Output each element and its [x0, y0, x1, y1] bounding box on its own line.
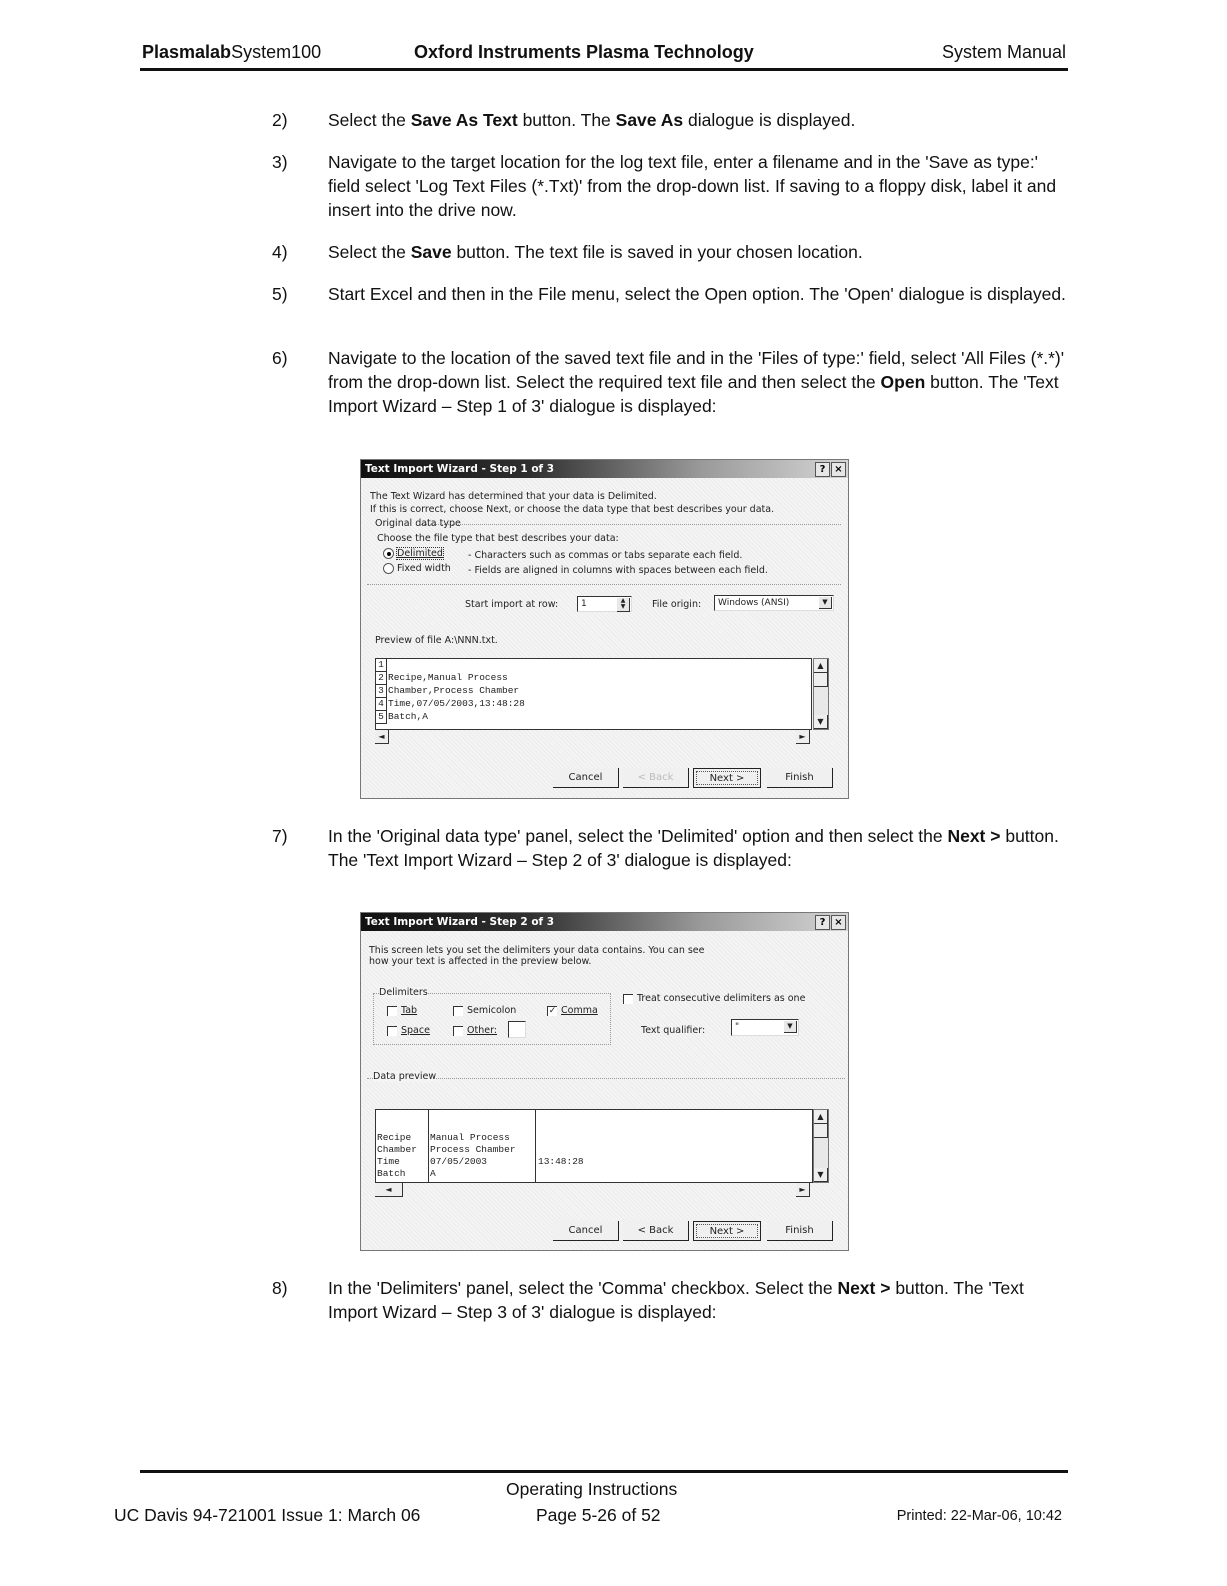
step-text: In the 'Original data type' panel, select the 'Delimited' option and then select the Next > button. The 'Text Import Wizard – Step 2 of 3' dialogue is displayed: — [328, 826, 1059, 870]
preview-label: Preview of file A:\NNN.txt. — [375, 635, 498, 646]
file-origin-dropdown[interactable] — [714, 595, 834, 611]
preview-cell: Recipe — [377, 1132, 412, 1143]
line-text: Batch,A — [388, 711, 428, 722]
radio-button-icon[interactable] — [383, 548, 394, 559]
step-text: Select the Save As Text button. The Save As dialogue is displayed. — [328, 110, 856, 130]
footer-section: Operating Instructions — [506, 1479, 678, 1499]
line-text: Recipe,Manual Process — [388, 672, 508, 683]
step-text: Navigate to the location of the saved text file and in the 'Files of type:' field, select 'All Files (*.*)' from the drop-down list. Select the required text file and then select the Open button. The 'Text Import Wizard – Step 1 of 3' dialogue is displayed: — [328, 348, 1065, 416]
checkbox-label: Tab — [401, 1005, 418, 1016]
line-number: 3 — [376, 685, 387, 698]
file-origin-value: Windows (ANSI) — [718, 598, 790, 608]
back-button[interactable]: < Back — [623, 1221, 689, 1241]
text-import-wizard-step2 — [360, 912, 849, 1251]
checkbox-icon[interactable] — [387, 1006, 397, 1016]
step-text: Navigate to the target location for the log text file, enter a filename and in the 'Save as type:' field select 'Log Text Files (*.Txt)' from the drop-down list. If saving to a floppy disk, label it and insert into the drive now. — [328, 152, 1057, 220]
checkbox-treat-consecutive[interactable] — [623, 993, 805, 1004]
scroll-thumb[interactable] — [814, 673, 828, 687]
dialog-titlebar — [361, 460, 848, 478]
text-qualifier-label: Text qualifier: — [641, 1025, 706, 1036]
product-name-rest: System100 — [231, 42, 322, 62]
text-qualifier-dropdown[interactable] — [731, 1019, 799, 1036]
column-divider — [535, 1110, 536, 1182]
group-divider — [421, 524, 841, 525]
preview-cell: A — [430, 1168, 436, 1179]
checkbox-other[interactable] — [453, 1025, 497, 1036]
line-text: Time,07/05/2003,13:48:28 — [388, 698, 525, 709]
preview-line — [376, 711, 811, 724]
footer-page-number: Page 5-26 of 52 — [536, 1505, 661, 1525]
close-button[interactable]: × — [831, 462, 846, 477]
checkbox-icon[interactable]: ✓ — [548, 1005, 557, 1016]
step-number: 7) — [272, 826, 288, 846]
checkbox-label: Treat consecutive delimiters as one — [637, 993, 806, 1004]
text-qualifier-value: " — [735, 1022, 740, 1032]
scroll-down-icon[interactable]: ▼ — [814, 715, 828, 729]
preview-line — [376, 698, 811, 711]
step-text: Start Excel and then in the File menu, select the Open option. The 'Open' dialogue is displayed. — [328, 284, 1066, 304]
checkbox-icon[interactable] — [387, 1026, 397, 1036]
step-number: 6) — [272, 348, 288, 368]
preview-cell: Chamber — [377, 1144, 417, 1155]
column-divider — [428, 1110, 429, 1182]
checkbox-semicolon[interactable] — [453, 1005, 516, 1016]
preview-cell: 07/05/2003 — [430, 1156, 488, 1167]
step-text: In the 'Delimiters' panel, select the 'Comma' checkbox. Select the Next > button. The 'Text Import Wizard – Step 3 of 3' dialogue is displayed: — [328, 1278, 1024, 1322]
dialog-title: Text Import Wizard - Step 1 of 3 — [365, 463, 555, 475]
intro-text-2: If this is correct, choose Next, or choose the data type that best describes your data. — [370, 504, 775, 515]
scroll-left-icon[interactable]: ◄ — [375, 1183, 403, 1197]
radio-button-icon[interactable] — [383, 563, 394, 574]
vertical-scrollbar[interactable] — [813, 658, 829, 730]
file-preview — [375, 658, 812, 730]
checkbox-icon[interactable] — [453, 1006, 463, 1016]
dialog-title: Text Import Wizard - Step 2 of 3 — [365, 916, 555, 928]
vertical-scrollbar[interactable] — [813, 1109, 829, 1183]
preview-cell: Manual Process — [430, 1132, 510, 1143]
scroll-up-icon[interactable]: ▲ — [814, 659, 828, 673]
product-name-bold: Plasmalab — [142, 42, 232, 62]
delimiters-group-label: Delimiters — [379, 987, 428, 998]
intro-text-1: This screen lets you set the delimiters your data contains. You can see — [369, 945, 705, 956]
start-row-label: Start import at row: — [465, 599, 559, 610]
cancel-button[interactable]: Cancel — [553, 1221, 619, 1241]
step-number: 3) — [272, 152, 288, 172]
help-button[interactable]: ? — [815, 462, 830, 477]
start-row-value: 1 — [581, 599, 587, 609]
scroll-right-icon[interactable]: ► — [796, 730, 810, 744]
choose-file-type-label: Choose the file type that best describes your data: — [377, 533, 619, 544]
radio-fixed-width[interactable] — [383, 563, 451, 574]
line-number: 1 — [376, 659, 387, 672]
line-text: Chamber,Process Chamber — [388, 685, 520, 696]
footer-doc-id: UC Davis 94-721001 Issue 1: March 06 — [114, 1505, 421, 1525]
scroll-left-icon[interactable]: ◄ — [375, 730, 389, 744]
preview-cell: 13:48:28 — [538, 1156, 584, 1167]
group-label-original-data-type: Original data type — [375, 518, 461, 529]
radio-delimited[interactable] — [383, 548, 443, 559]
step-number: 8) — [272, 1278, 288, 1298]
checkbox-space[interactable] — [387, 1025, 430, 1036]
preview-cell: Time — [377, 1156, 400, 1167]
next-button[interactable]: Next > — [693, 1221, 761, 1241]
finish-button[interactable]: Finish — [767, 768, 833, 788]
chevron-down-icon[interactable]: ▼ — [819, 597, 832, 609]
line-number: 2 — [376, 672, 387, 685]
checkbox-icon[interactable] — [453, 1026, 463, 1036]
data-preview-divider — [367, 1078, 845, 1079]
intro-text-1: The Text Wizard has determined that your data is Delimited. — [370, 491, 657, 502]
checkbox-comma[interactable] — [547, 1005, 598, 1016]
page-header — [140, 40, 1068, 71]
scroll-up-icon[interactable]: ▲ — [814, 1110, 828, 1124]
product-name — [142, 42, 321, 63]
step-number: 4) — [272, 242, 288, 262]
preview-line — [376, 672, 811, 685]
checkbox-tab[interactable] — [387, 1005, 417, 1016]
checkbox-label: Space — [401, 1025, 430, 1036]
footer-printed-date: Printed: 22-Mar-06, 10:42 — [896, 1508, 1062, 1524]
page-footer — [114, 1470, 1068, 1525]
doc-type: System Manual — [941, 42, 1066, 62]
checkbox-icon[interactable] — [623, 994, 633, 1004]
radio-label: Fixed width — [397, 563, 451, 574]
scroll-right-icon[interactable]: ► — [796, 1183, 810, 1197]
chevron-down-icon[interactable]: ▼ — [784, 1021, 797, 1033]
step-text: Select the Save button. The text file is saved in your chosen location. — [328, 242, 863, 262]
next-button[interactable]: Next > — [693, 768, 761, 788]
group-bottom-divider — [367, 584, 841, 585]
intro-text-2: how your text is affected in the preview below. — [369, 956, 592, 967]
start-row-spinner[interactable] — [577, 596, 632, 612]
checkbox-label: Other: — [467, 1025, 498, 1036]
scroll-down-icon[interactable]: ▼ — [814, 1168, 828, 1182]
back-button[interactable]: < Back — [623, 768, 689, 788]
finish-button[interactable]: Finish — [767, 1221, 833, 1241]
fixed-width-description: - Fields are aligned in columns with spaces between each field. — [468, 565, 768, 576]
text-import-wizard-step1 — [360, 459, 849, 799]
checkbox-label: Comma — [561, 1005, 598, 1016]
cancel-button[interactable]: Cancel — [553, 768, 619, 788]
spinner-arrows-icon[interactable]: ▲ ▼ — [617, 598, 630, 612]
company-name: Oxford Instruments Plasma Technology — [414, 42, 754, 62]
step-number: 5) — [272, 284, 288, 304]
step-number: 2) — [272, 110, 288, 130]
delimited-description: - Characters such as commas or tabs separate each field. — [468, 550, 743, 561]
checkbox-label: Semicolon — [467, 1005, 517, 1016]
scroll-thumb[interactable] — [814, 1124, 828, 1138]
data-preview-label: Data preview — [373, 1071, 437, 1082]
preview-cell: Process Chamber — [430, 1144, 516, 1155]
radio-label: Delimited — [397, 548, 443, 559]
file-origin-label: File origin: — [652, 599, 702, 610]
preview-line — [376, 685, 811, 698]
close-button[interactable]: × — [831, 915, 846, 930]
line-number: 4 — [376, 698, 387, 711]
help-button[interactable]: ? — [815, 915, 830, 930]
data-preview-grid — [375, 1109, 813, 1183]
preview-cell: Batch — [377, 1168, 406, 1179]
other-delimiter-input[interactable] — [508, 1021, 526, 1038]
line-number: 5 — [376, 711, 387, 724]
dialog-titlebar — [361, 913, 848, 931]
preview-line — [376, 659, 811, 672]
delimiters-group — [373, 993, 611, 1045]
